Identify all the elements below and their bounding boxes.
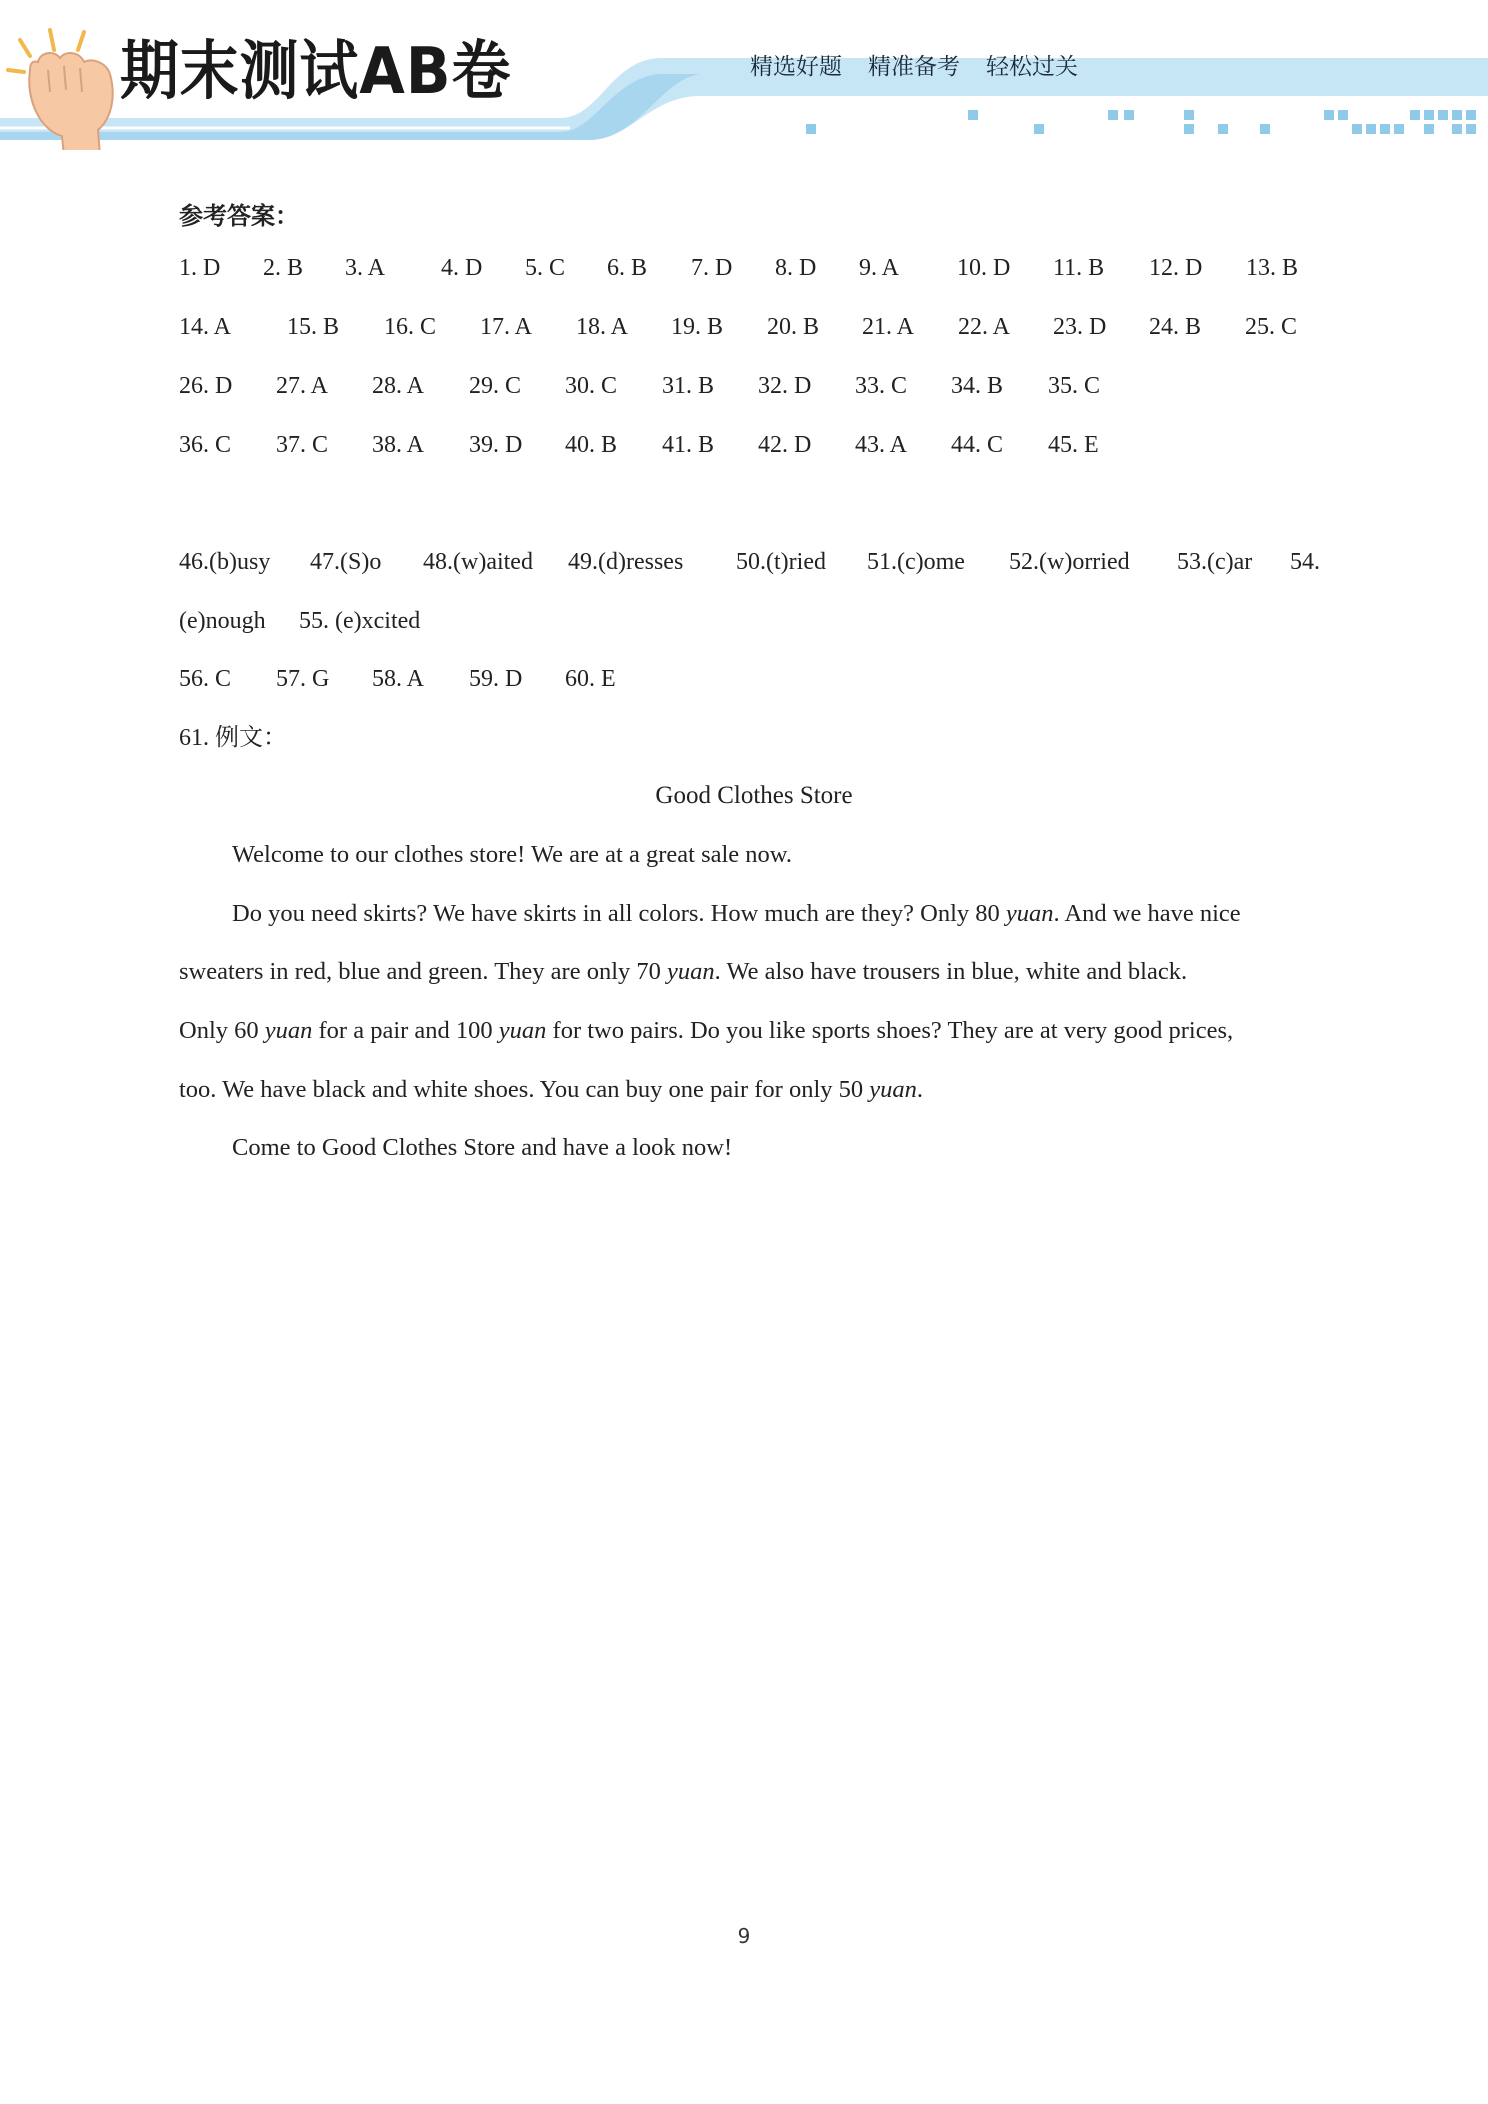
essay-text: . And we have nice: [1053, 900, 1241, 927]
answer-item: 57. G: [276, 666, 330, 692]
answer-item: 9. A: [859, 255, 900, 281]
answer-item: 39. D: [469, 432, 523, 458]
answer-item: 17. A: [480, 314, 533, 340]
answer-item: 19. B: [671, 314, 724, 340]
answer-item: 44. C: [951, 432, 1004, 458]
answer-item: 13. B: [1246, 255, 1299, 281]
essay-paragraph-2-line-2: [179, 956, 1187, 988]
essay-paragraph-2-line-3: [179, 1015, 1233, 1047]
answer-item: 58. A: [372, 666, 425, 692]
header-banner: [0, 0, 1488, 150]
answer-item: 37. C: [276, 432, 329, 458]
essay-title: Good Clothes Store: [655, 782, 853, 809]
answer-item: 28. A: [372, 373, 425, 399]
answer-item: 41. B: [662, 432, 715, 458]
essay-text: . We also have trousers in blue, white and black.: [714, 958, 1188, 985]
banner-slogans: [750, 56, 1078, 79]
answer-item: 36. C: [179, 432, 232, 458]
currency-word: yuan: [264, 1017, 313, 1044]
answer-item: 38. A: [372, 432, 425, 458]
answer-item: 7. D: [691, 255, 733, 281]
slogan-2: 精准备考: [868, 54, 960, 80]
answer-item: 60. E: [565, 666, 616, 692]
currency-word: yuan: [498, 1017, 547, 1044]
essay-paragraph-2-line-4: [179, 1074, 923, 1106]
answer-item: 25. C: [1245, 314, 1298, 340]
slogan-3: 轻松过关: [986, 54, 1078, 80]
answers-heading: 参考答案：: [179, 202, 299, 230]
answer-item: (e)nough: [179, 608, 266, 634]
writing-label: 61. 例文：: [179, 725, 287, 751]
answer-item: 10. D: [957, 255, 1011, 281]
answer-item: 20. B: [767, 314, 820, 340]
currency-word: yuan: [667, 958, 715, 985]
essay-paragraph-3: Come to Good Clothes Store and have a look now!: [232, 1134, 733, 1161]
answer-item: 46.(b)usy: [179, 549, 271, 575]
answer-item: 8. D: [775, 255, 817, 281]
answer-item: 33. C: [855, 373, 908, 399]
answer-item: 56. C: [179, 666, 232, 692]
answer-item: 29. C: [469, 373, 522, 399]
answer-item: 23. D: [1053, 314, 1107, 340]
answer-item: 47.(S)o: [310, 549, 382, 575]
essay-text: sweaters in red, blue and green. They are only 70: [179, 958, 668, 985]
answer-item: 32. D: [758, 373, 812, 399]
essay-paragraph-1: Welcome to our clothes store! We are at a great sale now.: [232, 841, 793, 868]
essay-text: for two pairs. Do you like sports shoes? They are at very good prices,: [546, 1017, 1234, 1044]
answer-item: 52.(w)orried: [1009, 549, 1130, 575]
answer-item: 31. B: [662, 373, 715, 399]
banner-title: 期末测试AB卷: [120, 35, 512, 109]
essay-text: too. We have black and white shoes. You can buy one pair for only 50: [179, 1076, 870, 1103]
answer-item: 22. A: [958, 314, 1011, 340]
answer-item: 1. D: [179, 255, 221, 281]
essay-paragraph-2-line-1: [232, 898, 1241, 930]
answer-item: 50.(t)ried: [736, 549, 826, 575]
answer-item: 26. D: [179, 373, 233, 399]
answer-item: 18. A: [576, 314, 629, 340]
answer-item: 5. C: [525, 255, 566, 281]
answer-item: 53.(c)ar: [1177, 549, 1253, 575]
answer-item: 34. B: [951, 373, 1004, 399]
answer-item: 4. D: [441, 255, 483, 281]
essay-text: for a pair and 100: [312, 1017, 499, 1044]
essay-text: Do you need skirts? We have skirts in all colors. How much are they? Only 80: [232, 900, 1006, 927]
answer-item: 14. A: [179, 314, 232, 340]
answer-item: 48.(w)aited: [423, 549, 533, 575]
answer-item: 24. B: [1149, 314, 1202, 340]
answer-item: 12. D: [1149, 255, 1203, 281]
answer-item: 54.: [1290, 549, 1320, 575]
answer-item: 16. C: [384, 314, 437, 340]
currency-word: yuan: [1005, 900, 1054, 927]
answer-item: 42. D: [758, 432, 812, 458]
answer-item: 49.(d)resses: [568, 549, 684, 575]
answer-item: 6. B: [607, 255, 648, 281]
answer-item: 2. B: [263, 255, 304, 281]
answer-item: 45. E: [1048, 432, 1099, 458]
answer-item: 59. D: [469, 666, 523, 692]
answer-item: 40. B: [565, 432, 618, 458]
answer-item: 21. A: [862, 314, 915, 340]
essay-text: .: [916, 1076, 923, 1103]
answer-item: 35. C: [1048, 373, 1101, 399]
answer-item: 3. A: [345, 255, 386, 281]
page-number: 9: [737, 1924, 751, 1948]
answer-item: 15. B: [287, 314, 340, 340]
answer-item: 11. B: [1053, 255, 1105, 281]
currency-word: yuan: [869, 1076, 917, 1103]
answer-item: 51.(c)ome: [867, 549, 965, 575]
essay-text: Only 60: [179, 1017, 265, 1044]
answer-item: 30. C: [565, 373, 618, 399]
answer-item: 55. (e)xcited: [299, 608, 421, 634]
answer-item: 27. A: [276, 373, 329, 399]
answer-item: 43. A: [855, 432, 908, 458]
slogan-1: 精选好题: [750, 54, 842, 80]
